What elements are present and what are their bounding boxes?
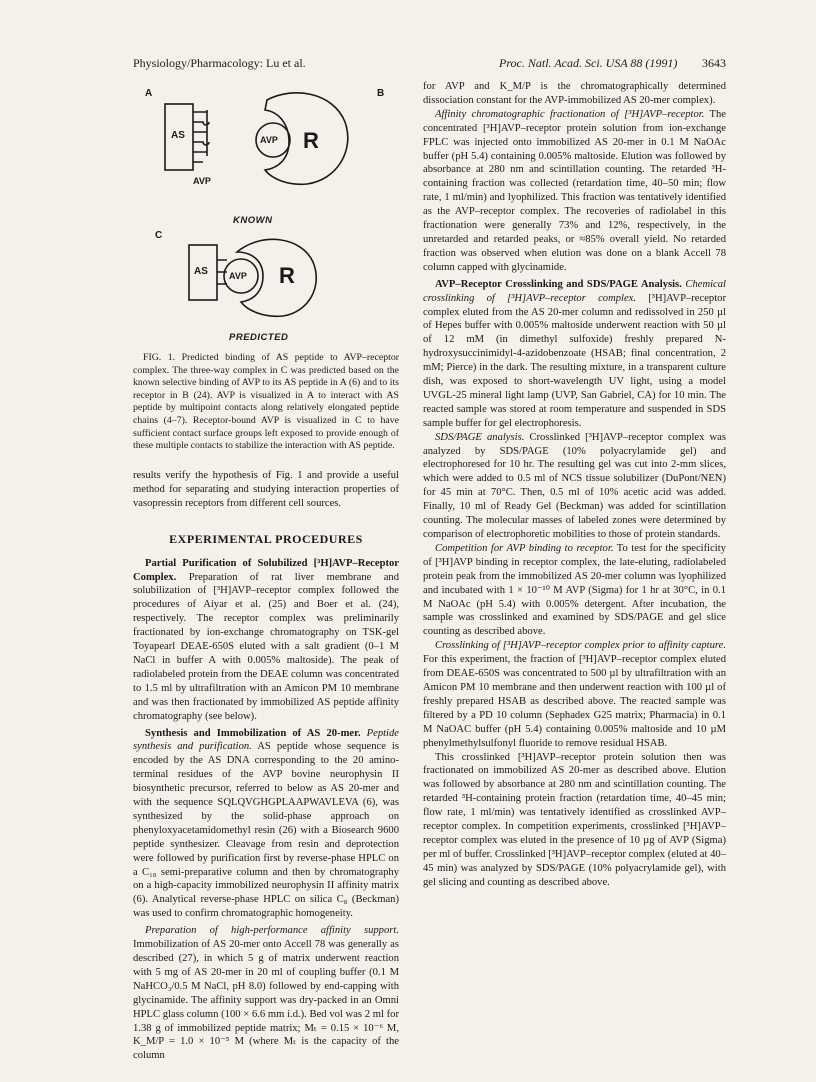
- paragraph: [423, 431, 726, 542]
- paragraph: This crosslinked [³H]AVP–receptor protein solution then was fractionated on immobilized AS 20-mer as described above. Elution was followed by absorbance at 280 nm and scintillation counting. The retarded ³H-containing protein fraction (retardation time, 40–45 min; flow rate, 1 ml/min) was tentatively identified as crosslinked AVP–receptor complex. In competition experiments, crosslinked [³H]AVP–receptor complex was eluted in the presence of 10 µg of AVP (Sigma) per ml of buffer. Crosslinked [³H]AVP–receptor complex (eluted at 40–45 min) was analyzed by SDS/PAGE (10% polyacrylamide gel), with gel slicing and counting as described above.: [423, 751, 726, 888]
- panel-b-r-text: R: [303, 128, 319, 153]
- paragraph-body: Preparation of rat liver membrane and solubilization of [³H]AVP–receptor complex followed the procedures of Aiyar et al. (25) and Boer et al. (24), respectively. The receptor complex was preliminarily fractionated by ion-exchange chromatography on TSK-gel Toyapearl DEAE-650S eluted with a salt gradient (0–1 M NaCl in buffer A with 0.005% maltoside). The peak of radiolabeled protein from the DEAE column was concentrated to 1.5 ml by ultrafiltration with an Amicon PM 10 membrane and was then fractionated by immobilized AS peptide affinity chromatography (see below).: [133, 571, 399, 722]
- known-label: KNOWN: [233, 215, 273, 226]
- left-column: [133, 469, 399, 1063]
- paragraph-body: The concentrated [³H]AVP–receptor protein solution from ion-exchange FPLC was injected onto immobilized AS 20-mer in 0.1 M NaOAc buffer (pH 5.4) containing 0.005% maltoside. Elution was followed by absorbance at 280 nm and scintillation counting. The retarded ³H-containing fraction was collected (retardation time, 40–50 min; flow rate, 1 ml/min) and lyophilized. This fraction was tentatively identified as the AVP–receptor complex. The recoveries of radiolabel in this fractionation were generally 73% and 12%, respectively, in the unretarded and retarded peaks, or ≈85% overall yield. No retarded fraction was observed when elution was done on a blank Accell 78 column capped with glycinamide.: [423, 108, 726, 273]
- paragraph: [423, 278, 726, 431]
- paragraph: [133, 924, 399, 1063]
- panel-a-as-text: AS: [171, 130, 185, 141]
- predicted-label: PREDICTED: [229, 332, 289, 343]
- paragraph-body: [³H]AVP–receptor complex eluted from the AS 20-mer column and redissolved in 250 µl of Hepes buffer with 0.005% maltoside underwent reaction with 50 µl of 12 mM (in dimethyl sulfoxide) freshly prepared N-hydroxysuccinimidyl-4-azidobenzoate (HSAB; final concentration, 2 mM; Pierce) in the dark. The resulting mixture, in a transparent culture dish, was exposed to short-wavelength UV light, using a model UVGL-25 mineral light lamp (UVP, San Gabriel, CA) for 10 min. The reacted sample was stored at room temperature and suspended in SDS sample buffer for gel electrophoresis.: [423, 292, 726, 429]
- subheading: SDS/PAGE analysis.: [435, 431, 525, 443]
- subheading: Crosslinking of [³H]AVP–receptor complex prior to affinity capture.: [435, 640, 726, 652]
- runin-heading: AVP–Receptor Crosslinking and SDS/PAGE Analysis.: [435, 278, 682, 290]
- paragraph: [133, 557, 399, 724]
- panel-b-avp-text: AVP: [260, 135, 278, 145]
- continued-paragraph: for AVP and K_M/P is the chromatographically determined dissociation constant for the AVP-immobilized AS 20-mer complex).: [423, 81, 726, 106]
- figure-caption: [133, 352, 399, 453]
- paragraph: [423, 542, 726, 639]
- paragraph: [423, 108, 726, 275]
- caption-text: FIG. 1. Predicted binding of AS peptide to AVP–receptor complex. The three-way complex in C was predicted based on the known selective binding of AVP to its AS peptide in A (6) and to its receptor in B (24). AVP is visualized in A to interact with AS peptide by multipoint contacts along relatively elongated peptide chains (4–7). Receptor-bound AVP is visualized in C to have sufficient contact surface groups left exposed to provide enough of these multiple contacts to stabilize the interaction with AS peptide.: [133, 352, 399, 452]
- figure-diagram: [133, 80, 399, 345]
- panel-a-avp-comb: [193, 110, 209, 162]
- section-heading: EXPERIMENTAL PROCEDURES: [169, 531, 363, 546]
- panel-c-contacts: [217, 260, 227, 284]
- figure-1: [133, 80, 399, 345]
- paragraph-body: Immobilization of AS 20-mer onto Accell 78 was generally as described (27), in which 5 g of matrix underwent reaction with 5 mg of AS 20-mer in 20 ml of coupling buffer (0.1 M NaHCO₃/0.5 M NaCl, pH 8.0) followed by end-capping with glycinamide. The affinity support was dry-packed in an Omni HPLC glass column (100 × 6.6 mm i.d.). Bed vol was 2 ml for 1.38 g of immobilized peptide matrix; Mₜ = 0.15 × 10⁻⁶ M, K_M/P = 1.0 × 10⁻⁵ M (where Mₜ is the capacity of the column: [133, 939, 399, 1062]
- subheading: Competition for AVP binding to receptor.: [435, 542, 614, 554]
- panel-label-c: C: [155, 230, 163, 241]
- panel-a-avp-text: AVP: [193, 176, 211, 186]
- runin-heading: Partial Purification of Solubilized [³H]AVP–Receptor Complex.: [133, 557, 399, 583]
- paragraph-body: To test for the specificity of [³H]AVP binding in receptor complex, the late-eluting, radiolabeled protein peak from the immobilized AS 20-mer column was lyophilized and incubated with 1 × 10⁻¹⁰ M AVP (Sigma) for 1 hr at 30°C, in 0.1 M NaOAc (pH 5.4) with 0.005% detergent. After incubation, the sample was crosslinked and examined by SDS/PAGE and gel slice counting as described above.: [423, 542, 726, 638]
- paragraph-body: For this experiment, the fraction of [³H]AVP–receptor complex eluted from DEAE-650S was concentrated to 500 µl by ultrafiltration with an Amicon PM 10 membrane and then underwent reaction with 100 µl of freshly prepared HSAB as described above. The reacted sample was filtered by a PD 10 column (Sephadex G25 matrix; Pharmacia) in 0.1 M NaOAC buffer (pH 5.4) containing 0.005% maltoside and 10 µM phenylmethylsulfonyl fluoride to remove residual HSAB.: [423, 654, 726, 749]
- panel-label-a: A: [145, 88, 153, 99]
- intro-paragraph: results verify the hypothesis of Fig. 1 and provide a useful method for separating and studying interaction properties of vasopressin receptors from different cell sources.: [133, 470, 399, 509]
- subheading: Chemical crosslinking of [³H]AVP–receptor complex.: [423, 278, 726, 304]
- paragraph: [133, 727, 399, 922]
- panel-c-avp-text: AVP: [229, 271, 247, 281]
- running-header-left: Physiology/Pharmacology: Lu et al.: [133, 56, 306, 70]
- paragraph: [423, 639, 726, 750]
- subheading: Preparation of high-performance affinity support.: [145, 925, 399, 937]
- subheading: Peptide synthesis and purification.: [133, 727, 399, 753]
- subheading: Affinity chromatographic fractionation of [³H]AVP–receptor.: [435, 108, 705, 120]
- running-header-journal: Proc. Natl. Acad. Sci. USA 88 (1991): [499, 56, 678, 70]
- panel-c-receptor-shape: [237, 239, 316, 316]
- panel-label-b: B: [377, 88, 385, 99]
- panel-c-r-text: R: [279, 263, 295, 288]
- page-number: 3643: [702, 56, 726, 70]
- paragraph-body: Crosslinked [³H]AVP–receptor complex was analyzed by SDS/PAGE (10% polyacrylamide gel) and electrophoresed for 10 hr. The resulting gel was cut into 2-mm slices, which were added to 0.5 ml of NCS tissue solubilizer (DuPont/NEN) for 45 min at 70°C. Then, 0.5 ml of 10% acetic acid was added. Finally, 10 ml of Ready Gel (Beckman) was added for scintillation counting. The molecular masses of labeled zones were determined by comparison of electrophoretic mobilities to those of protein standards.: [423, 431, 727, 540]
- runin-heading: Synthesis and Immobilization of AS 20-mer.: [145, 727, 361, 739]
- right-column: [423, 80, 726, 890]
- paragraph-body: AS peptide whose sequence is encoded by the AS DNA corresponding to the 20 amino-terminal residues of the AVP bovine neurophysin II biosynthetic precursor, referred to below as AS 20-mer and with the sequence SQLQVGHGPLAAPWAVLEVA (6), was synthesized by the solid-phase approach on phenyloxyacetamidomethyl resin (26) with a Biosearch 9600 peptide synthesizer. Cleavage from resin and deprotection were followed by purification first by reverse-phase HPLC on a C₁₈ semi-preparative column and then by chromatography on a high-capacity immobilized neurophysin II affinity matrix (6). Analytical reverse-phase HPLC on silica C₈ (Beckman) was used to confirm chromatographic homogeneity.: [133, 741, 399, 920]
- panel-c-as-text: AS: [194, 266, 208, 277]
